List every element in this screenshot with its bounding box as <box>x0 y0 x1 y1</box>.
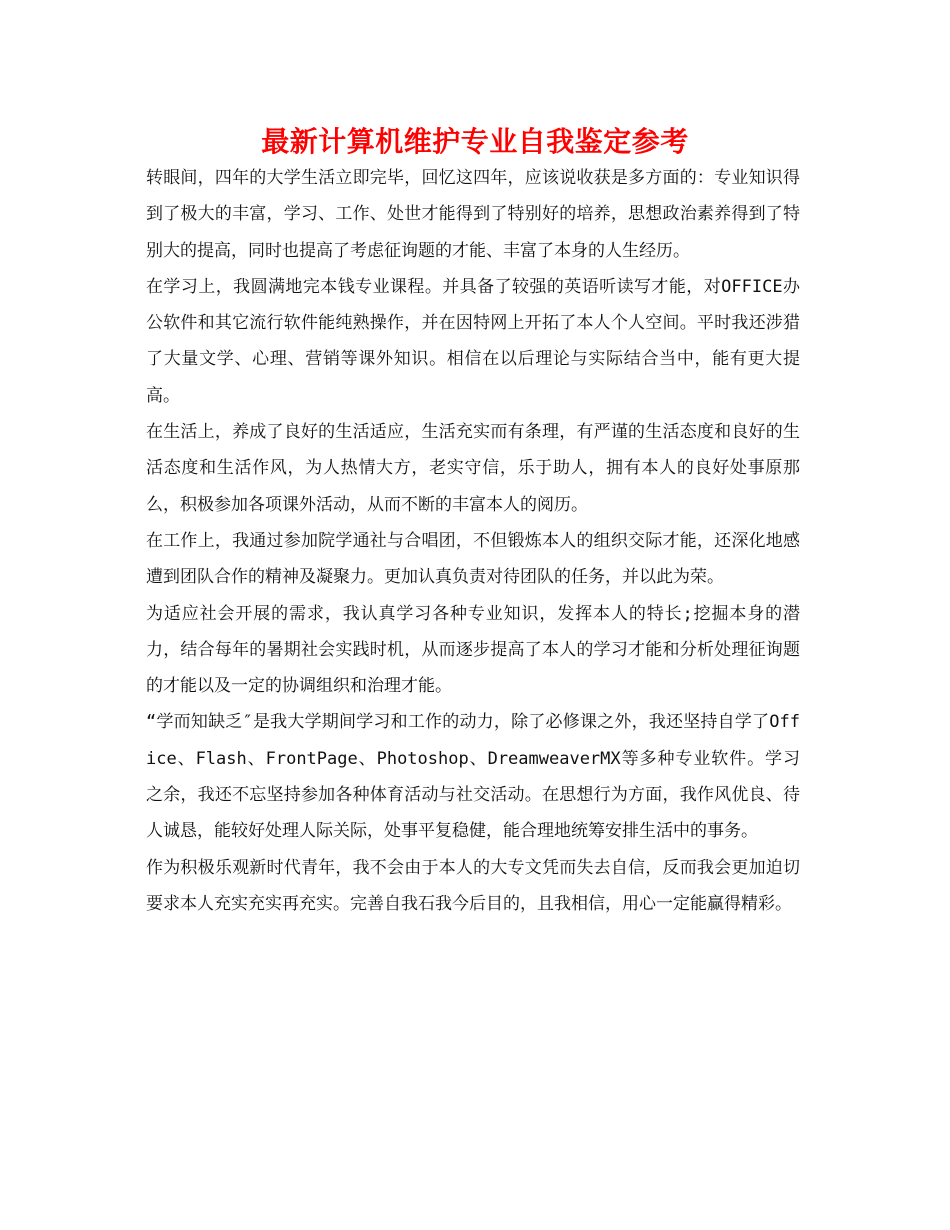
document-body <box>146 160 800 922</box>
paragraph-work: 在工作上，我通过参加院学通社与合唱团，不但锻炼本人的组织交际才能，还深化地感遭到团队合作的精神及凝聚力。更加认真负责对待团队的任务，并以此为荣。 <box>146 530 800 588</box>
paragraph-society: 为适应社会开展的需求，我认真学习各种专业知识，发挥本人的特长;挖掘本身的潜力，结合每年的暑期社会实践时机，从而逐步提高了本人的学习才能和分析处理征询题的才能以及一定的协调组织和治理才能。 <box>146 603 800 697</box>
paragraph-life: 在生活上，养成了良好的生活适应，生活充实而有条理，有严谨的生活态度和良好的生活态度和生活作风，为人热情大方，老实守信，乐于助人，拥有本人的良好处事原那么，积极参加各项课外活动，从而不断的丰富本人的阅历。 <box>146 422 800 515</box>
paragraph-study: 在学习上，我圆满地完本钱专业课程。并具备了较强的英语听读写才能，对OFFICE办公软件和其它流行软件能纯熟操作，并在因特网上开拓了本人个人空间。平时我还涉猎了大量文学、心理、营销等课外知识。相信在以后理论与实际结合当中，能有更大提高。 <box>146 276 800 406</box>
document-title: 最新计算机维护专业自我鉴定参考 <box>261 125 689 158</box>
paragraph-conclusion: 作为积极乐观新时代青年，我不会由于本人的大专文凭而失去自信，反而我会更加迫切要求本人充实充实再充实。完善自我石我今后目的，且我相信，用心一定能赢得精彩。 <box>146 857 800 914</box>
paragraph-self-study: “学而知缺乏″是我大学期间学习和工作的动力，除了必修课之外，我还坚持自学了Office、Flash、FrontPage、Photoshop、DreamweaverMX等多种专业软件。学习之余，我还不忘坚持参加各种体育活动与社交活动。在思想行为方面，我作风优良、待人诚恳，能较好处理人际关际，处事平复稳健，能合理地统筹安排生活中的事务。 <box>146 712 800 842</box>
paragraph-intro: 转眼间，四年的大学生活立即完毕，回忆这四年，应该说收获是多方面的：专业知识得到了极大的丰富，学习、工作、处世才能得到了特别好的培养，思想政治素养得到了特别大的提高，同时也提高了考虑征询题的才能、丰富了本身的人生经历。 <box>146 168 800 261</box>
